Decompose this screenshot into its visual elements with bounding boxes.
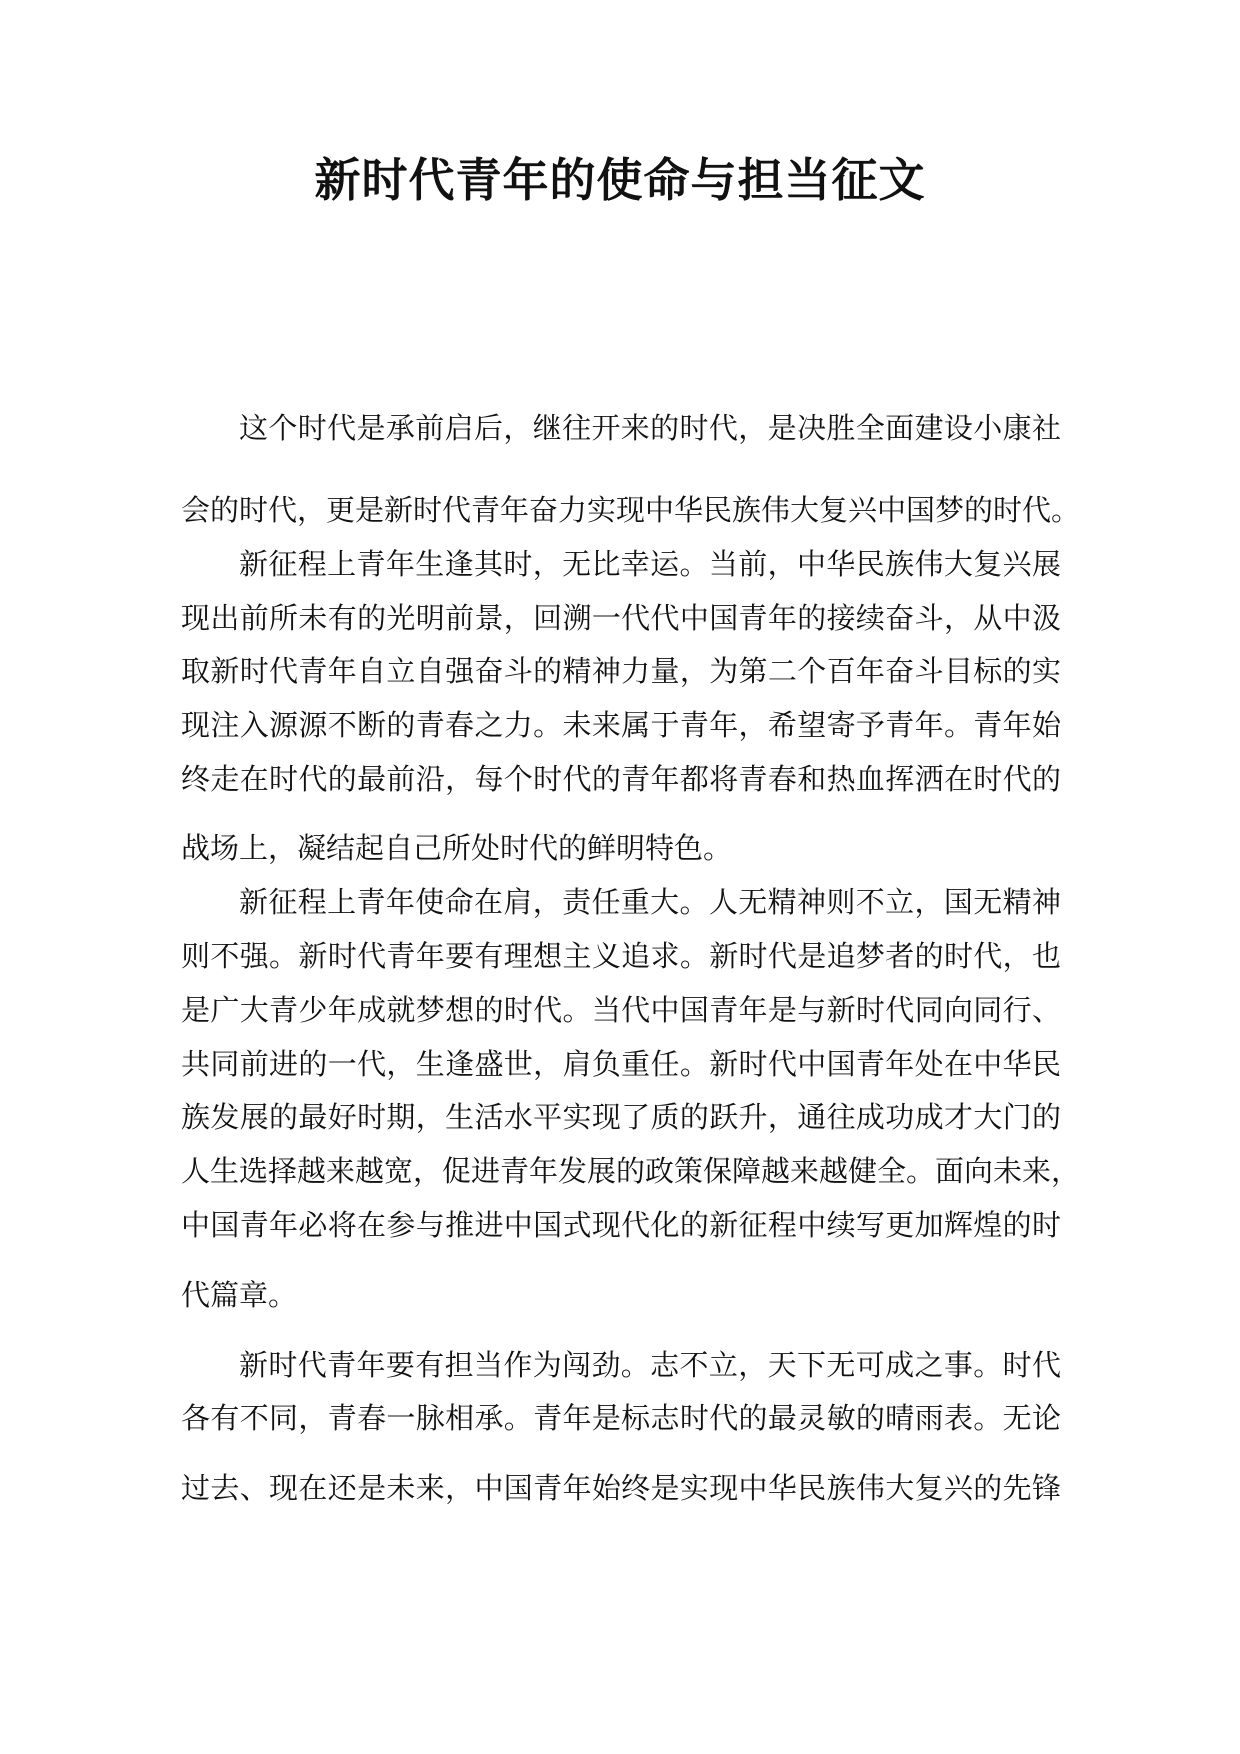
paragraph-line: 新时代青年要有担当作为闯劲。志不立，天下无可成之事。时代 <box>239 1348 1061 1382</box>
paragraph-line: 终走在时代的最前沿，每个时代的青年都将青春和热血挥洒在时代的 <box>181 762 1061 796</box>
paragraph-line: 共同前进的一代，生逢盛世，肩负重任。新时代中国青年处在中华民 <box>181 1047 1061 1081</box>
paragraph-line: 现出前所未有的光明前景，回溯一代代中国青年的接续奋斗，从中汲 <box>181 601 1061 635</box>
paragraph-line: 会的时代，更是新时代青年奋力实现中华民族伟大复兴中国梦的时代。 <box>181 493 1081 527</box>
paragraph-line: 是广大青少年成就梦想的时代。当代中国青年是与新时代同向同行、 <box>181 993 1061 1027</box>
paragraph-line: 新征程上青年使命在肩，责任重大。人无精神则不立，国无精神 <box>239 885 1061 919</box>
paragraph-line: 则不强。新时代青年要有理想主义追求。新时代是追梦者的时代，也 <box>181 939 1061 973</box>
paragraph-line: 中国青年必将在参与推进中国式现代化的新征程中续写更加辉煌的时 <box>181 1208 1061 1242</box>
paragraph-line: 族发展的最好时期，生活水平实现了质的跃升，通往成功成才大门的 <box>181 1100 1061 1134</box>
paragraph-line: 过去、现在还是未来，中国青年始终是实现中华民族伟大复兴的先锋 <box>181 1471 1061 1505</box>
paragraph-line: 取新时代青年自立自强奋斗的精神力量，为第二个百年奋斗目标的实 <box>181 654 1061 688</box>
paragraph-line: 现注入源源不断的青春之力。未来属于青年，希望寄予青年。青年始 <box>181 708 1061 742</box>
paragraph-line: 各有不同，青春一脉相承。青年是标志时代的最灵敏的晴雨表。无论 <box>181 1401 1061 1435</box>
document-title: 新时代青年的使命与担当征文 <box>314 153 926 207</box>
paragraph-line: 战场上，凝结起自己所处时代的鲜明特色。 <box>181 831 733 865</box>
paragraph-line: 人生选择越来越宽，促进青年发展的政策保障越来越健全。面向未来， <box>181 1154 1081 1188</box>
paragraph-line: 新征程上青年生逢其时，无比幸运。当前，中华民族伟大复兴展 <box>239 547 1061 581</box>
paragraph-line: 代篇章。 <box>181 1278 298 1312</box>
paragraph-line: 这个时代是承前启后，继往开来的时代，是决胜全面建设小康社 <box>239 411 1061 445</box>
